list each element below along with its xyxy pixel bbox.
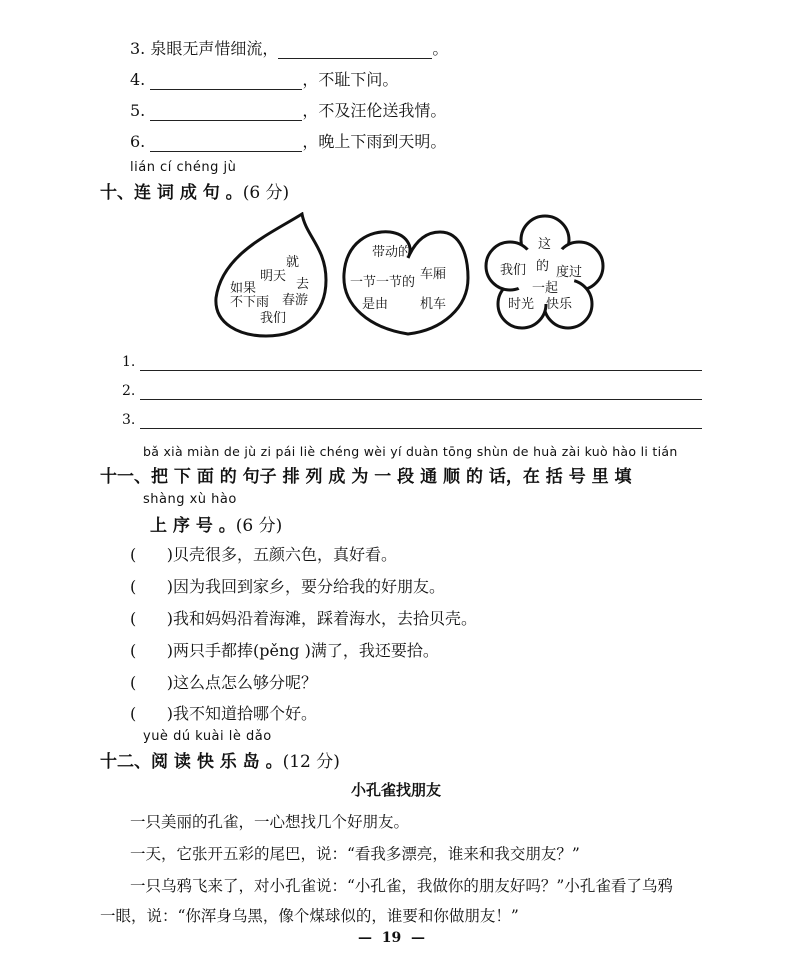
shape3-word: 快乐: [546, 297, 573, 312]
answer-line-3[interactable]: [140, 428, 702, 429]
order-item-text: 两只手都捧(pěng )满了，我还要拾。: [173, 641, 439, 660]
answer-blank[interactable]: [150, 135, 302, 152]
section12-pinyin: yuè dú kuài lè dǎo: [143, 729, 272, 744]
order-item-text: 因为我回到家乡，要分给我的好朋友。: [173, 577, 446, 596]
answer-num: 3.: [122, 412, 136, 428]
shape2-word: 机车: [420, 297, 447, 312]
answer-num: 1.: [122, 354, 136, 370]
shape3-word: 我们: [500, 263, 527, 278]
answer-line-2[interactable]: [140, 399, 702, 400]
section11-pinyin-2: shàng xù hào: [143, 492, 237, 507]
page-footer: [358, 930, 425, 946]
poem-line-4: [130, 67, 398, 90]
shape3-word: 的: [536, 259, 550, 274]
story-title: 小孔雀找朋友: [351, 781, 442, 799]
answer-blank[interactable]: [278, 42, 432, 59]
section-score: (12 分): [282, 752, 340, 772]
poem-text: 泉眼无声惜细流，: [150, 39, 279, 58]
order-item: ( )这么点怎么够分呢？: [130, 673, 318, 692]
shape3-word: 时光: [508, 297, 535, 312]
poem-num: 3.: [130, 39, 146, 58]
shape2-word: 车厢: [420, 267, 447, 282]
answer-blank[interactable]: [150, 104, 302, 121]
shape2-word: 是由: [362, 297, 389, 312]
poem-num: 5.: [130, 101, 146, 120]
section-title: 十二、阅 读 快 乐 岛 。: [100, 752, 283, 772]
poem-line-6: [130, 129, 446, 152]
story-paragraph: 一只乌鸦飞来了，对小孔雀说：“小孔雀，我做你的朋友好吗？”小孔雀看了乌鸦: [130, 877, 673, 895]
poem-line-3: [130, 36, 448, 59]
shape1-word: 如果: [230, 281, 257, 296]
order-item: ( )我不知道拾哪个好。: [130, 704, 318, 723]
section10-pinyin: lián cí chéng jù: [130, 160, 237, 175]
section12-heading: [100, 747, 340, 772]
order-item: ( )因为我回到家乡，要分给我的好朋友。: [130, 577, 446, 596]
section-title: 上 序 号 。: [150, 516, 236, 536]
answer-num: 2.: [122, 383, 136, 399]
shape2-word: 一节一节的: [350, 275, 416, 290]
order-item: ( )贝壳很多，五颜六色，真好看。: [130, 545, 398, 564]
story-paragraph: 一眼，说：“你浑身乌黑，像个煤球似的，谁要和你做朋友！”: [100, 907, 519, 925]
section10-heading: [100, 178, 289, 203]
section11-title-1: 十一、把 下 面 的 句子 排 列 成 为 一 段 通 顺 的 话，在 括 号 里 填: [100, 467, 632, 487]
shape2-word: 带动的: [372, 245, 412, 260]
order-item: ( )我和妈妈沿着海滩，踩着海水，去拾贝壳。: [130, 609, 478, 628]
section-score: (6 分): [235, 516, 283, 536]
shape1-word: 去: [296, 277, 310, 292]
order-item-text: 我不知道拾哪个好。: [173, 704, 318, 723]
section11-title-2: [150, 511, 282, 536]
section-score: (6 分): [242, 183, 290, 203]
shape3-word: 度过: [556, 265, 583, 280]
shape1-word: 我们: [260, 311, 287, 326]
word-shapes: [210, 212, 620, 340]
poem-text: 。: [432, 39, 449, 58]
order-item-text: 这么点怎么够分呢？: [173, 673, 318, 692]
order-item-text: 我和妈妈沿着海滩，踩着海水，去拾贝壳。: [173, 609, 478, 628]
shape3-word: 这: [538, 237, 552, 252]
shape1-word: 春游: [282, 293, 309, 308]
dash: —: [358, 930, 382, 946]
section-title: 十、连 词 成 句 。: [100, 183, 243, 203]
answer-blank[interactable]: [150, 73, 302, 90]
page-number: 19: [381, 930, 402, 946]
dash: —: [401, 930, 425, 946]
shape1-word: 不下雨: [230, 295, 270, 310]
order-item: ( )两只手都捧(pěng )满了，我还要拾。: [130, 641, 439, 660]
shape1-word: 明天: [260, 269, 287, 284]
poem-num: 6.: [130, 132, 146, 151]
story-paragraph: 一天，它张开五彩的尾巴，说：“看我多漂亮，谁来和我交朋友？”: [130, 845, 580, 863]
order-item-text: 贝壳很多，五颜六色，真好看。: [173, 545, 398, 564]
poem-text: ，不及汪伦送我情。: [302, 101, 447, 120]
poem-text: ，晚上下雨到天明。: [302, 132, 447, 151]
shape1-word: 就: [286, 255, 300, 270]
poem-line-5: [130, 98, 446, 121]
section11-pinyin-1: bǎ xià miàn de jù zi pái liè chéng wèi yí duàn tōng shùn de huà zài kuò hào li tián: [143, 444, 678, 459]
shape3-word: 一起: [532, 281, 559, 296]
answer-line-1[interactable]: [140, 370, 702, 371]
story-paragraph: 一只美丽的孔雀，一心想找几个好朋友。: [130, 813, 410, 831]
poem-num: 4.: [130, 70, 146, 89]
poem-text: ，不耻下问。: [302, 70, 399, 89]
